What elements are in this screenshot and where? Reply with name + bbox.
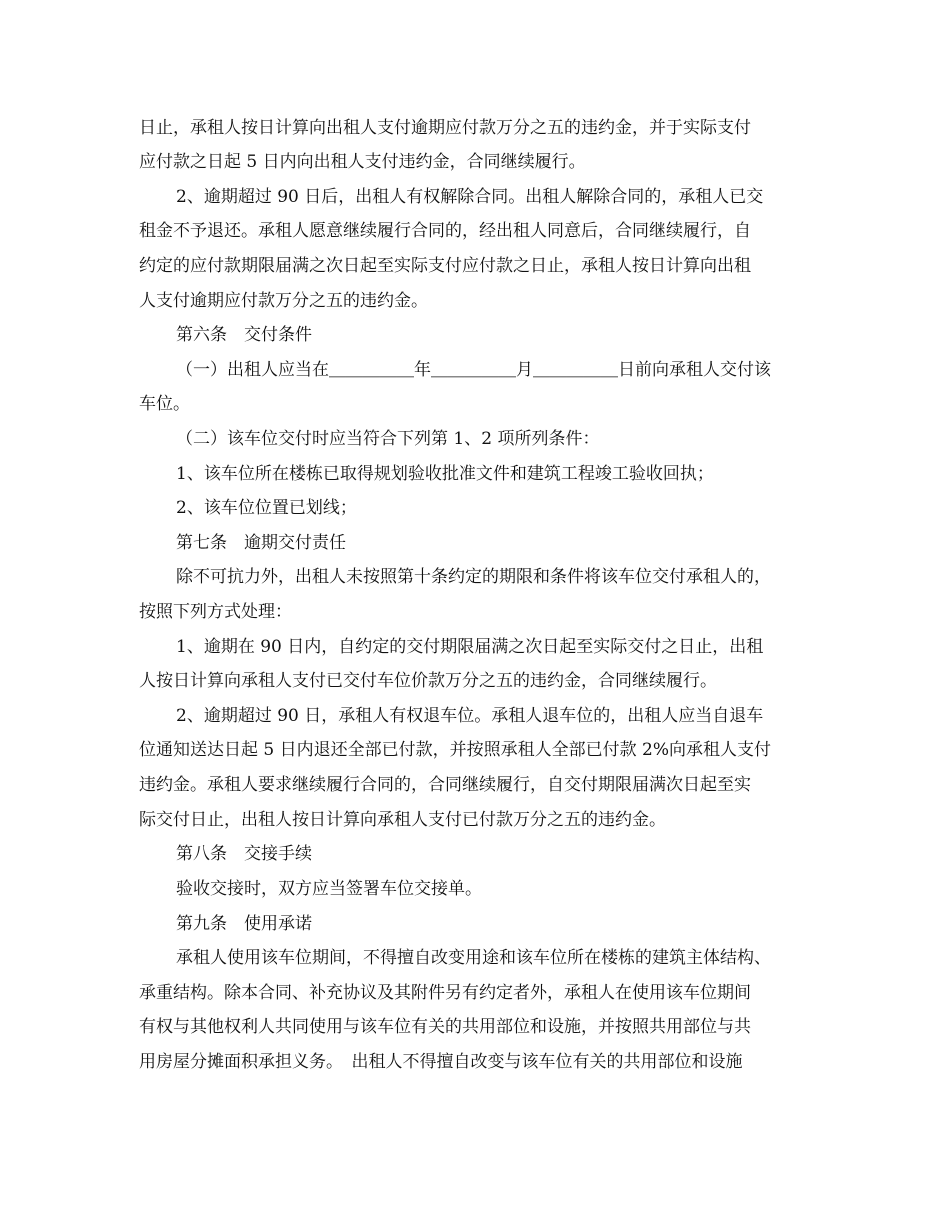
text-line: 日止，承租人按日计算向出租人支付逾期应付款万分之五的违约金，并于实际支付: [139, 118, 751, 138]
text-line: 按照下列方式处理：: [139, 602, 292, 622]
text-line: 有权与其他权利人共同使用与该车位有关的共用部位和设施，并按照共用部位与共: [139, 1017, 751, 1037]
text-line: 约定的应付款期限届满之次日起至实际支付应付款之日止，承租人按日计算向出租: [139, 256, 751, 276]
text-line: 用房屋分摊面积承担义务。 出租人不得擅自改变与该车位有关的共用部位和设施: [139, 1052, 743, 1072]
section-heading: 第九条 使用承诺: [176, 914, 312, 934]
text-line: 人支付逾期应付款万分之五的违约金。: [139, 291, 428, 311]
text-line: 验收交接时，双方应当签署车位交接单。: [176, 879, 482, 899]
section-heading: 第六条 交付条件: [176, 325, 312, 345]
text-line: 人按日计算向承租人支付已交付车位价款万分之五的违约金，合同继续履行。: [139, 671, 717, 691]
text-line: （二）该车位交付时应当符合下列第 1、2 项所列条件：: [176, 429, 600, 449]
section-heading: 第七条 逾期交付责任: [176, 533, 346, 553]
text-line: 2、逾期超过 90 日，承租人有权退车位。承租人退车位的，出租人应当自退车: [176, 706, 764, 726]
text-line: 际交付日止，出租人按日计算向承租人支付已付款万分之五的违约金。: [139, 810, 666, 830]
text-line: 承租人使用该车位期间，不得擅自改变用途和该车位所在楼栋的建筑主体结构、: [176, 948, 771, 968]
text-line: 违约金。承租人要求继续履行合同的，合同继续履行，自交付期限届满次日起至实: [139, 775, 751, 795]
text-line: 2、逾期超过 90 日后，出租人有权解除合同。出租人解除合同的，承租人已交: [176, 187, 764, 207]
text-line: 车位。: [139, 394, 190, 414]
text-line: 租金不予退还。承租人愿意继续履行合同的，经出租人同意后，合同继续履行，自: [139, 221, 751, 241]
text-line: 应付款之日起 5 日内向出租人支付违约金，合同继续履行。: [139, 152, 586, 172]
text-line: 2、该车位位置已划线；: [176, 498, 357, 518]
text-line: 1、该车位所在楼栋已取得规划验收批准文件和建筑工程竣工验收回执；: [176, 464, 714, 484]
text-line: （一）出租人应当在＿＿＿＿＿年＿＿＿＿＿月＿＿＿＿＿日前向承租人交付该: [176, 360, 771, 380]
text-line: 承重结构。除本合同、补充协议及其附件另有约定者外，承租人在使用该车位期间: [139, 983, 751, 1003]
text-line: 1、逾期在 90 日内，自约定的交付期限届满之次日起至实际交付之日止，出租: [176, 637, 764, 657]
section-heading: 第八条 交接手续: [176, 844, 312, 864]
text-line: 位通知送达日起 5 日内退还全部已付款，并按照承租人全部已付款 2%向承租人支付: [139, 740, 771, 760]
text-line: 除不可抗力外，出租人未按照第十条约定的期限和条件将该车位交付承租人的，: [176, 567, 771, 587]
